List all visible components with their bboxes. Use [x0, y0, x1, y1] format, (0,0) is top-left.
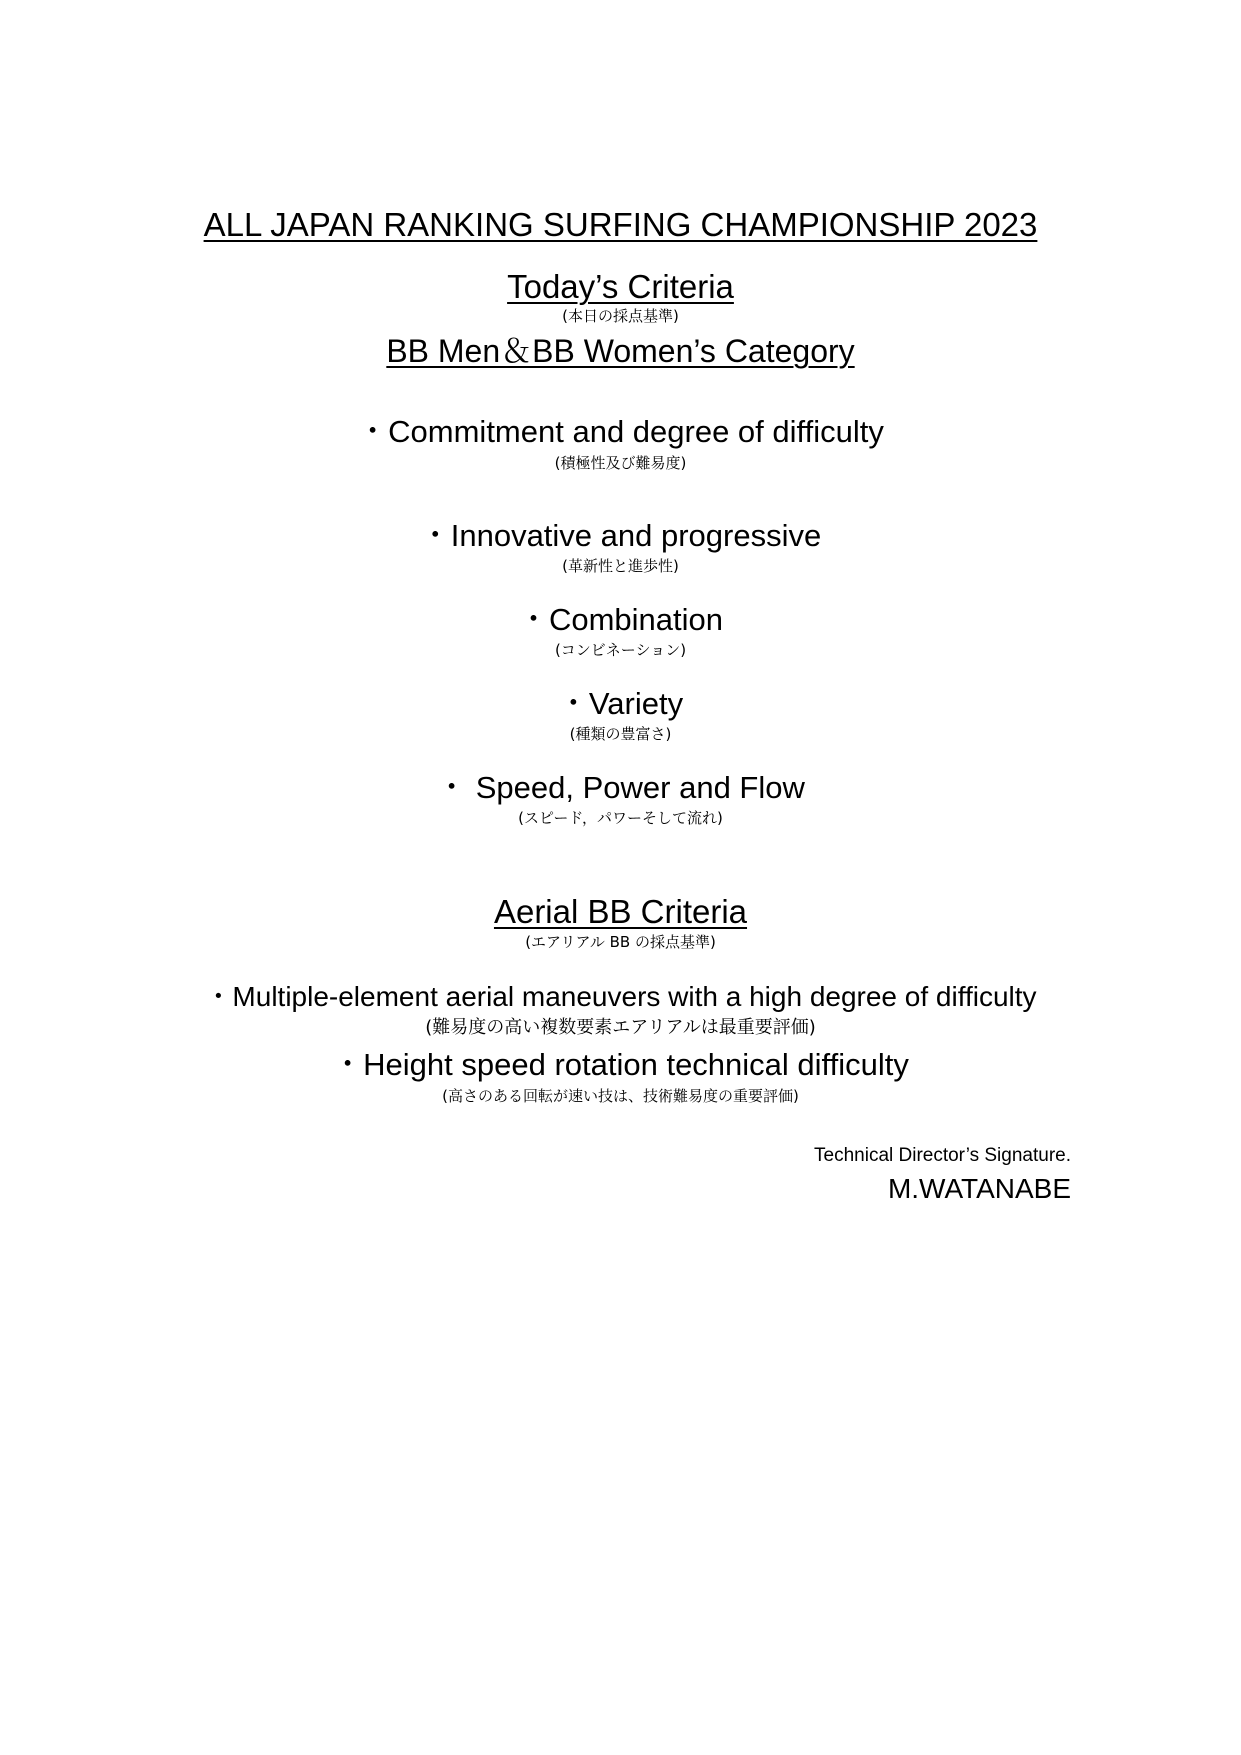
- criteria-item: ・Innovative and progressive: [419, 518, 822, 553]
- criteria-item: ・ Speed, Power and Flow: [436, 770, 805, 805]
- aerial-item-jp: (高さのある回転が速い技は、技術難易度の重要評価): [442, 1087, 799, 1105]
- criteria-item-jp: (スピード，パワーそして流れ): [518, 809, 723, 827]
- aerial-item: ・Height speed rotation technical difficulty: [332, 1047, 909, 1082]
- aerial-heading-jp: (エアリアル BB の採点基準): [525, 933, 716, 951]
- criteria-heading-jp: (本日の採点基準): [562, 307, 679, 325]
- aerial-item: ・Multiple-element aerial maneuvers with a high degree of difficulty: [204, 981, 1037, 1012]
- criteria-heading: Today’s Criteria: [507, 268, 734, 305]
- criteria-item: ・Variety: [557, 686, 684, 721]
- category-heading: BB Men＆BB Women’s Category: [386, 333, 855, 369]
- criteria-item-jp: (種類の豊富さ): [569, 725, 672, 743]
- signature-name: M.WATANABE: [887, 1173, 1071, 1204]
- aerial-heading: Aerial BB Criteria: [493, 893, 748, 930]
- signature-label: Technical Director’s Signature.: [814, 1145, 1071, 1166]
- criteria-item-jp: (コンビネーション): [554, 641, 687, 659]
- criteria-item-jp: (革新性と進歩性): [562, 557, 679, 575]
- aerial-item-jp: (難易度の高い複数要素エアリアルは最重要評価): [425, 1017, 816, 1038]
- criteria-item: ・Combination: [517, 602, 724, 637]
- criteria-item-jp: (積極性及び難易度): [554, 454, 687, 472]
- document-title: ALL JAPAN RANKING SURFING CHAMPIONSHIP 2023: [203, 206, 1038, 243]
- criteria-item: ・Commitment and degree of difficulty: [357, 414, 884, 449]
